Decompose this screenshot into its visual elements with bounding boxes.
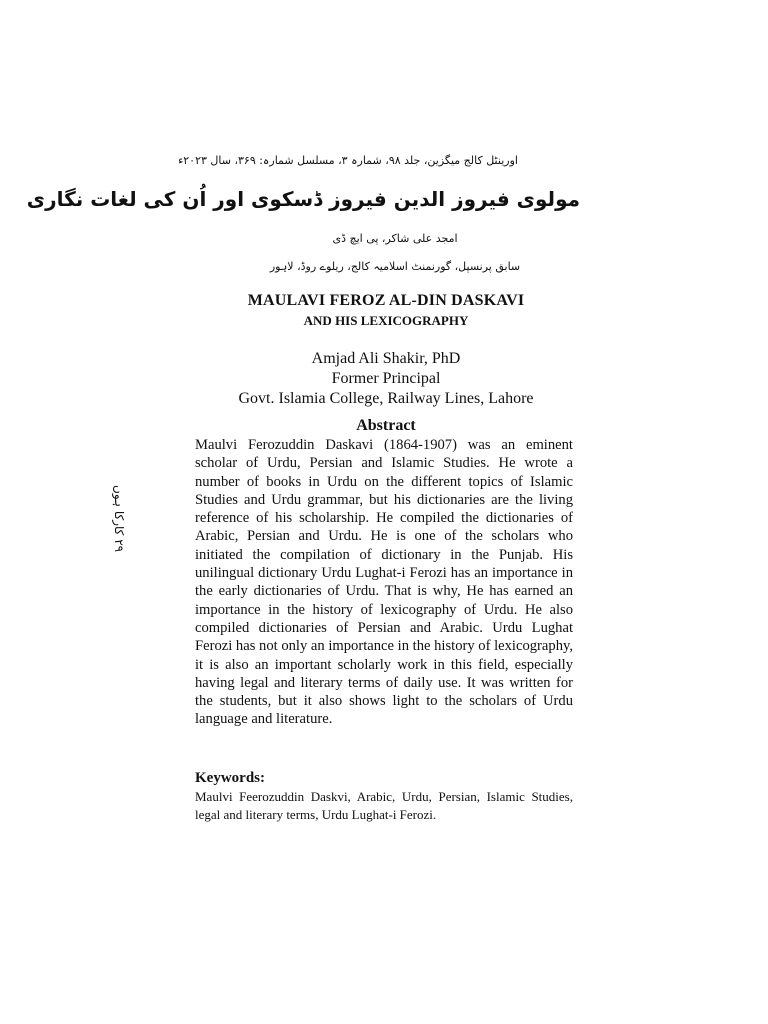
keywords-heading: Keywords: (195, 770, 265, 786)
article-subtitle: AND HIS LEXICOGRAPHY (303, 313, 469, 328)
abstract-heading: Abstract (356, 417, 416, 434)
journal-citation-urdu: اورینٹل کالج میگزین، جلد ۹۸، شمارہ ۳، مسلسل شمارہ: ۳۶۹، سال ۲۰۲۳ء (178, 154, 518, 167)
author-role: Former Principal (331, 370, 441, 387)
abstract-text: Maulvi Ferozuddin Daskavi (1864-1907) was an eminent scholar of Urdu, Persian and Islamic Studies. He wrote a number of books in Urdu on the different topics of Islamic Studies and Urdu grammar, but his dictionaries are the living reference of his scholarship. He compiled the dictionaries of Arabic, Persian and Urdu. He is one of the scholars who initiated the compilation of dictionary in the Punjab. His unilingual dictionary Urdu Lughat-i Ferozi has an importance in the early dictionaries of Urdu. That is why, He has earned an importance in the history of lexicography of Urdu. He also compiled dictionaries of Persian and Arabic. Urdu Lughat Ferozi has not only an importance in the history of lexicography, it is also an important scholarly work in this field, especially having legal and literary terms of daily use. It was written for the students, but it also shows light to the scholars of Urdu language and literature. (195, 437, 573, 728)
article-title-urdu: مولوی فیروز الدین فیروز ڈسکوی اور اُن کی لغات نگاری (26, 187, 580, 211)
author-affiliation-urdu: سابق پرنسپل، گورنمنٹ اسلامیہ کالج، ریلوے روڈ، لاہور (269, 260, 521, 273)
article-title: MAULAVI FEROZ AL-DIN DASKAVI (247, 292, 525, 309)
keywords-text: Maulvi Feerozuddin Daskvi, Arabic, Urdu, Persian, Islamic Studies, legal and literary terms, Urdu Lughat-i Ferozi. (195, 789, 573, 822)
author-block (200, 349, 572, 409)
handwritten-margin-note: ۲۹ کارکا ہوں (112, 485, 126, 553)
author-name: Amjad Ali Shakir, PhD (311, 350, 461, 367)
author-affiliation: Govt. Islamia College, Railway Lines, Lahore (238, 390, 534, 407)
author-name-urdu: امجد علی شاکر، پی ایچ ڈی (332, 232, 458, 245)
